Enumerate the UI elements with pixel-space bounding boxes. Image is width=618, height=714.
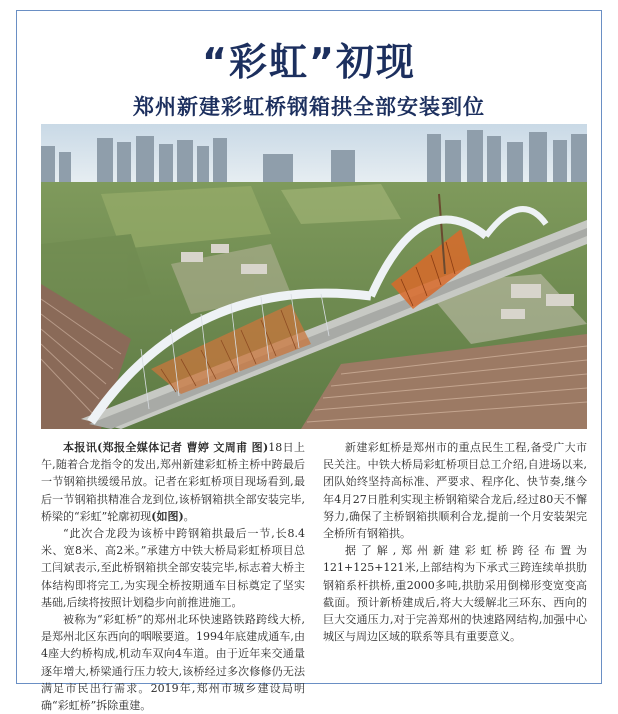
paragraph-1: 本报讯(郑报全媒体记者 曹婷 文周甫 图)18日上午,随着合龙指令的发出,郑州新建彩虹桥主桥中跨最后一节钢箱拱缓缓吊放。记者在彩虹桥项目现场看到,最后一节钢箱拱精准合龙到位,该桥钢箱拱全部安装完毕,桥梁的“彩虹”轮廓初现(如图)。 xyxy=(41,441,305,523)
article-column-right xyxy=(323,439,587,675)
paragraph-4: 新建彩虹桥是郑州市的重点民生工程,备受广大市民关注。中铁大桥局彩虹桥项目总工介绍,自进场以来,团队始终坚持高标准、严要求、程序化、快节奏,继今年4月27日胜利实现主桥钢箱梁合龙后,经过80天不懈努力,确保了主桥钢箱拱顺利合龙,提前一个月安装架完全桥所有钢箱拱。 xyxy=(323,441,587,541)
subheadline: 郑州新建彩虹桥钢箱拱全部安装到位 xyxy=(133,95,485,119)
figure-reference: (如图) xyxy=(151,509,184,523)
article-column-left xyxy=(41,439,305,713)
newspaper-page xyxy=(16,10,602,713)
paragraph-2: “此次合龙段为该桥中跨钢箱拱最后一节,长8.4米、宽8米、高2米。”承建方中铁大桥局彩虹桥项目总工闫斌表示,至此桥钢箱拱全部安装完毕,标志着大桥主体结构即将完工,为实现全桥按期通车目标奠定了坚实基础,后续将按照计划稳步向前推进施工。 xyxy=(41,527,305,609)
byline: 本报讯(郑报全媒体记者 曹婷 文周甫 图) xyxy=(63,441,269,454)
bridge-aerial-illustration xyxy=(41,124,587,429)
bridge-photo xyxy=(41,124,587,429)
headline: “彩虹”初现 xyxy=(202,40,416,84)
paragraph-5: 据了解,郑州新建彩虹桥跨径布置为121+125+121米,上部结构为下承式三跨连续单拱肋钢箱系杆拱桥,重2000多吨,拱肋采用倒梯形变宽变高截面。预计新桥建成后,将大大缓解北三环东、西向的巨大交通压力,对于完善郑州的快速路网结构,加强中心城区与周边区域的联系等具有重要意义。 xyxy=(323,544,587,644)
paragraph-3: 被称为“彩虹桥”的郑州北环快速路铁路跨线大桥,是郑州北区东西向的咽喉要道。1994年底建成通车,由4座大约桥构成,机动车双向4车道。由于近年来交通量逐年增大,桥梁通行压力较大,该桥经过多次修修仍无法满足市民出行需求。2019年,郑州市城乡建设局明确“彩虹桥”拆除重建。 xyxy=(41,613,305,713)
article-body xyxy=(41,439,587,713)
